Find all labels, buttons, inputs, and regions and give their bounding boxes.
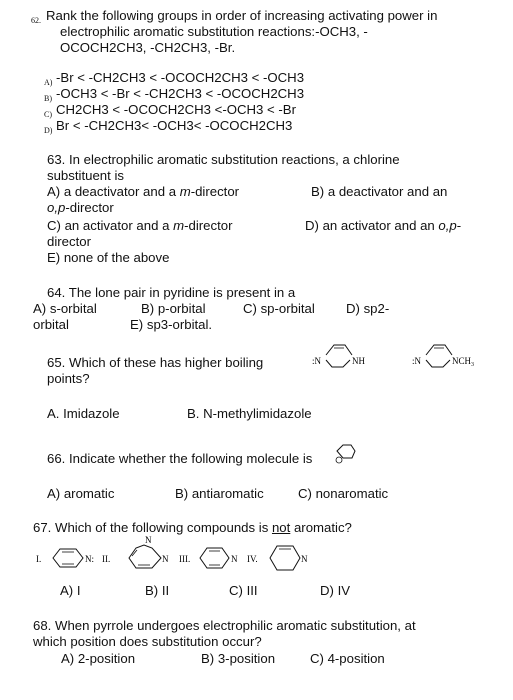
compound-3-nitrogen: N (231, 554, 238, 564)
q66-option-b: B) antiaromatic (175, 486, 264, 501)
q66-option-a: A) aromatic (47, 486, 115, 501)
q64-option-c: C) sp-orbital (243, 301, 315, 316)
q62-option-d: Br < -CH2CH3< -OCH3< -OCOCH2CH3 (56, 118, 293, 133)
imidazole-lone-pair-n: :N (312, 356, 321, 366)
q65-option-a: A. Imidazole (47, 406, 120, 421)
compound-2-nitrogen: N (162, 554, 169, 564)
q62-option-c: CH2CH3 < -OCOCH2CH3 <-OCH3 < -Br (56, 102, 296, 117)
q62-option-b: -OCH3 < -Br < -CH2CH3 < -OCOCH2CH3 (56, 86, 305, 101)
question-66-molecule (332, 441, 358, 467)
q62-option-a: -Br < -CH2CH3 < -OCOCH2CH3 < -OCH3 (56, 70, 305, 85)
imidazole-nh-label: NH (352, 356, 365, 366)
n-methylimidazole-label: $NCH_3$ (452, 356, 475, 368)
compound-2-top-nitrogen: N (145, 536, 152, 545)
q67-structures (36, 536, 376, 576)
n-methylimidazole-structure (412, 337, 504, 373)
q64-option-a: A) s-orbital (33, 301, 97, 316)
q64-option-b: B) p-orbital (141, 301, 206, 316)
q68-option-a: A) 2-position (61, 651, 136, 666)
q64-option-e: E) sp3-orbital. (130, 317, 213, 332)
compound-1-nitrogen: N: (85, 554, 94, 564)
q67-option-d: D) IV (320, 583, 351, 598)
q67-option-b: B) II (145, 583, 170, 598)
q62-option-d-letter: D) (44, 126, 53, 135)
q64-option-d-continued: orbital (33, 317, 69, 332)
question-62-line-3: OCOCH2CH3, -CH2CH3, -Br. (60, 40, 236, 55)
q62-option-c-letter: C) (44, 110, 52, 119)
q63-option-a: A) a deactivator and a m-director (47, 184, 240, 199)
q66-option-c: C) nonaromatic (298, 486, 389, 501)
q68-option-b: B) 3-position (201, 651, 276, 666)
q68-option-c: C) 4-position (310, 651, 385, 666)
q67-option-c: C) III (229, 583, 258, 598)
q67-option-a: A) I (60, 583, 81, 598)
q63-option-b-continued: o,p-director (47, 200, 114, 215)
question-63-line-1: 63. In electrophilic aromatic substitution reactions, a chlorine (47, 152, 400, 167)
q63-option-e: E) none of the above (47, 250, 170, 265)
roman-numeral-3: III. (179, 554, 191, 564)
question-62-line-1: Rank the following groups in order of increasing activating power in (46, 8, 438, 23)
question-67-line-1: 67. Which of the following compounds is not aromatic? (33, 520, 352, 535)
q63-option-d-continued: director (47, 234, 91, 249)
imidazole-structure (312, 337, 392, 373)
roman-numeral-4: IV. (247, 554, 258, 564)
q63-option-d: D) an activator and an o,p- (305, 218, 462, 233)
question-63-line-2: substituent is (47, 168, 124, 183)
q63-option-c: C) an activator and a m-director (47, 218, 233, 233)
question-68-line-2: which position does substitution occur? (33, 634, 262, 649)
compound-4-nitrogen: N (301, 554, 308, 564)
q62-option-b-letter: B) (44, 94, 52, 103)
question-65-line-1: 65. Which of these has higher boiling (47, 355, 264, 370)
question-68-line-1: 68. When pyrrole undergoes electrophilic aromatic substitution, at (33, 618, 416, 633)
roman-numeral-1: I. (36, 554, 42, 564)
question-66-line-1: 66. Indicate whether the following molecule is (47, 451, 313, 466)
q62-option-a-letter: A) (44, 78, 53, 87)
q63-option-b: B) a deactivator and an (311, 184, 448, 199)
question-64-line-1: 64. The lone pair in pyridine is present in a (47, 285, 296, 300)
question-62-line-2: electrophilic aromatic substitution reactions:-OCH3, - (60, 24, 368, 39)
q65-option-b: B. N-methylimidazole (187, 406, 312, 421)
question-62-number: 62. (31, 16, 41, 25)
n-methylimidazole-lone-pair-n: :N (412, 356, 421, 366)
q64-option-d: D) sp2- (346, 301, 390, 316)
roman-numeral-2: II. (102, 554, 111, 564)
question-65-line-2: points? (47, 371, 90, 386)
